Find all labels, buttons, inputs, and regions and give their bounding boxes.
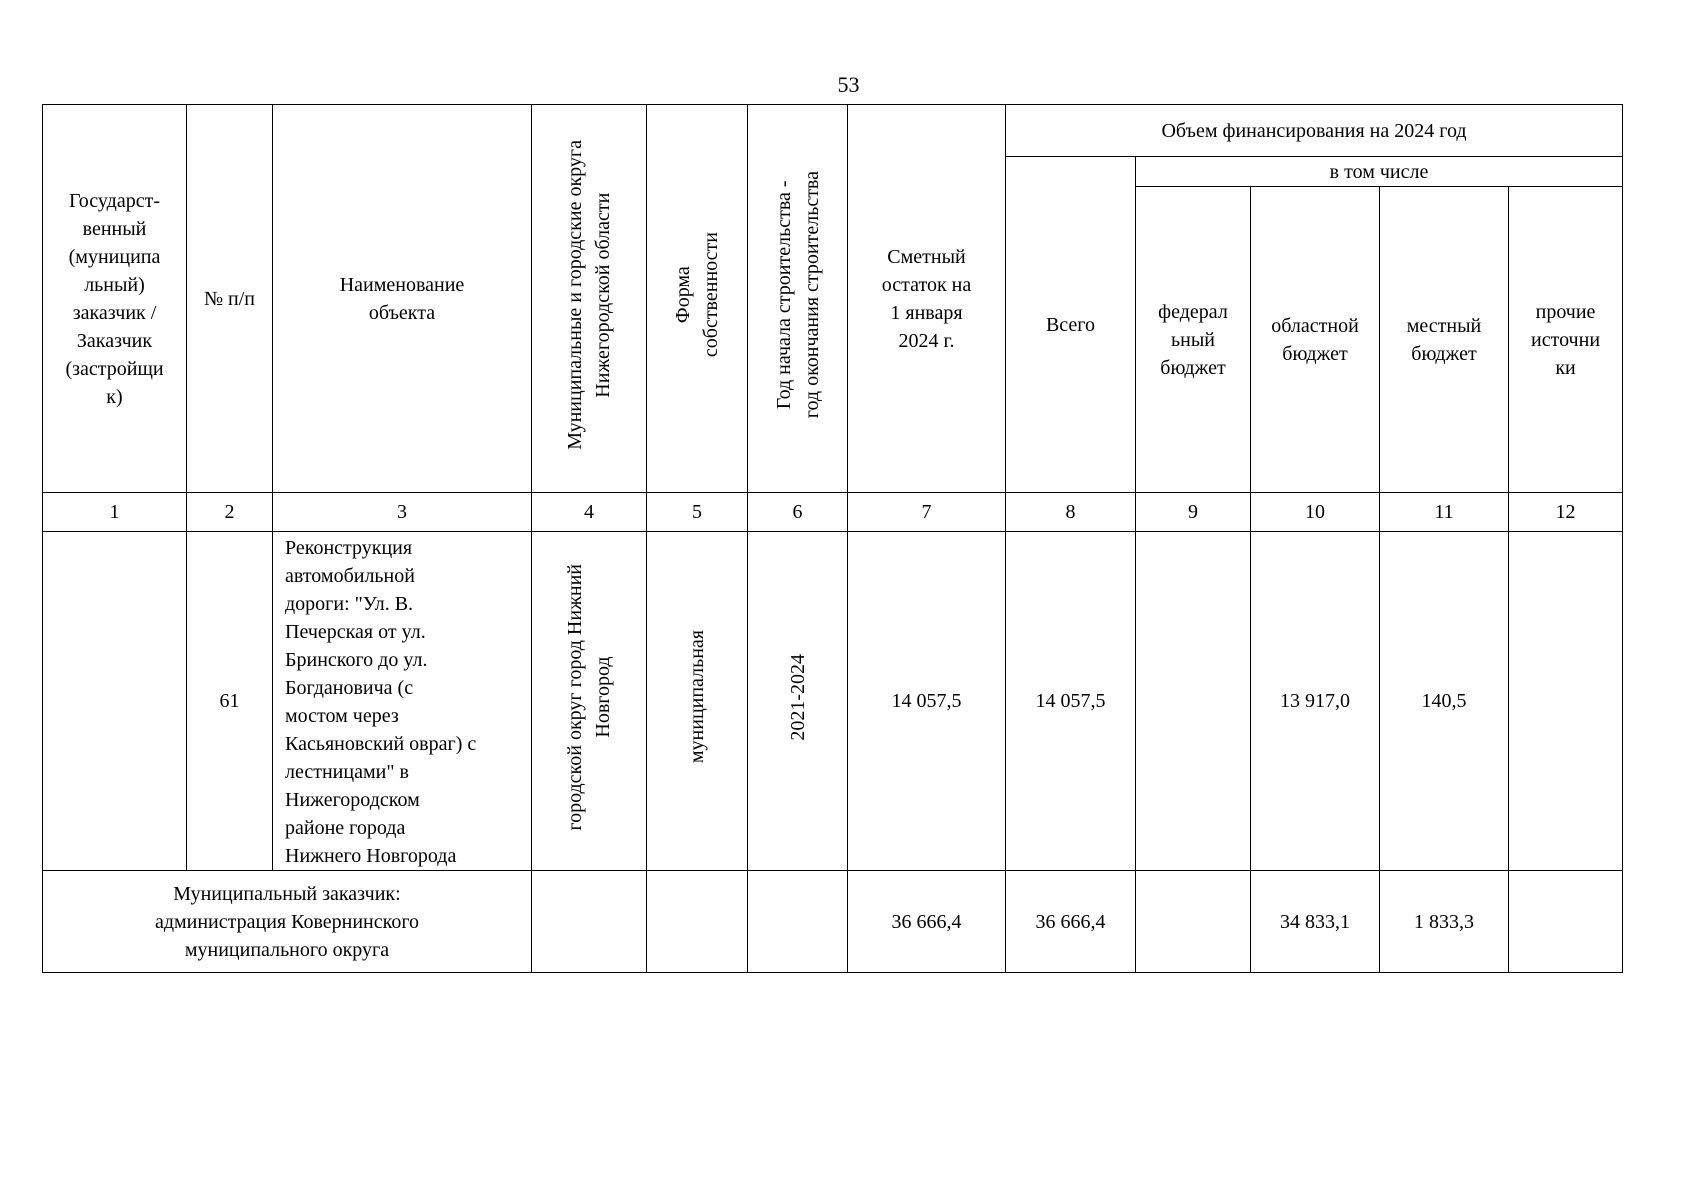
row-district [532, 532, 647, 871]
subtotal-label [43, 871, 532, 973]
column-number: 5 [647, 493, 748, 532]
page-number: 53 [837, 72, 860, 97]
column-number: 1 [43, 493, 187, 532]
table-row [43, 532, 1623, 871]
row-estimate: 14 057,5 [848, 532, 1006, 871]
header-districts-label: Муниципальные и городские округа Нижегородской области [564, 139, 614, 450]
financing-table [42, 104, 1623, 973]
column-number: 8 [1006, 493, 1136, 532]
header-other-label: прочие источни ки [1531, 300, 1601, 379]
row-regional: 13 917,0 [1251, 532, 1380, 871]
row-ownership [647, 532, 748, 871]
column-number: 11 [1380, 493, 1509, 532]
header-customer [43, 105, 187, 493]
header-years [748, 105, 848, 493]
header-ownership [647, 105, 748, 493]
header-funding-label: Объем финансирования на 2024 год [1161, 119, 1467, 142]
column-number-row [43, 493, 1623, 532]
row-local: 140,5 [1380, 532, 1509, 871]
column-number: 2 [187, 493, 273, 532]
column-number: 3 [273, 493, 532, 532]
header-federal-label: федерал ьный бюджет [1158, 300, 1228, 379]
header-total-label: Всего [1045, 313, 1096, 336]
subtotal-label-text: Муниципальный заказчик: администрация Ковернинского муниципального округа [154, 882, 420, 961]
column-number: 12 [1509, 493, 1623, 532]
row-years [748, 532, 848, 871]
row-num: 61 [187, 532, 273, 871]
column-number: 10 [1251, 493, 1380, 532]
column-number: 9 [1136, 493, 1251, 532]
column-number: 6 [748, 493, 848, 532]
row-ownership-text: муниципальная [686, 630, 708, 764]
header-regional-label: областной бюджет [1271, 314, 1359, 365]
row-object-name-text: Реконструкция автомобильной дороги: "Ул. В. Печерская от ул. Бринского до ул. Богдановича (с мостом через Касьяновский овраг) с лестницами" в Нижегородском районе города Нижнего Новгорода [285, 537, 477, 867]
header-other [1509, 187, 1623, 493]
subtotal-total: 36 666,4 [1006, 871, 1136, 973]
header-local [1380, 187, 1509, 493]
header-row-1 [43, 105, 1623, 157]
column-number: 7 [848, 493, 1006, 532]
header-estimate [848, 105, 1006, 493]
header-federal [1136, 187, 1251, 493]
header-num [187, 105, 273, 493]
header-including [1136, 157, 1623, 187]
header-including-label: в том числе [1329, 160, 1429, 183]
header-customer-label: Государст- венный (муниципа льный) заказчик / Заказчик (застройщи к) [65, 189, 164, 408]
row-object-name [273, 532, 532, 871]
subtotal-local: 1 833,3 [1380, 871, 1509, 973]
column-number: 4 [532, 493, 647, 532]
subtotal-federal [1136, 871, 1251, 973]
subtotal-row [43, 871, 1623, 973]
header-regional [1251, 187, 1380, 493]
header-local-label: местный бюджет [1406, 314, 1482, 365]
subtotal-district [532, 871, 647, 973]
header-years-label: Год начала строительства - год окончания строительства [772, 170, 823, 419]
subtotal-regional: 34 833,1 [1251, 871, 1380, 973]
row-other [1509, 532, 1623, 871]
subtotal-years [748, 871, 848, 973]
header-ownership-label: Форма собственности [672, 231, 722, 358]
row-years-text: 2021-2024 [786, 653, 809, 741]
header-total [1006, 157, 1136, 493]
header-estimate-label: Сметный остаток на 1 января 2024 г. [881, 245, 972, 352]
header-districts [532, 105, 647, 493]
row-total: 14 057,5 [1006, 532, 1136, 871]
row-district-text: городской округ город Нижний Новгород [564, 563, 614, 831]
subtotal-other [1509, 871, 1623, 973]
header-num-label: № п/п [203, 287, 256, 310]
header-object-name [273, 105, 532, 493]
row-customer [43, 532, 187, 871]
row-federal [1136, 532, 1251, 871]
subtotal-estimate: 36 666,4 [848, 871, 1006, 973]
header-funding [1006, 105, 1623, 157]
header-object-name-label: Наименование объекта [339, 273, 465, 324]
subtotal-ownership [647, 871, 748, 973]
